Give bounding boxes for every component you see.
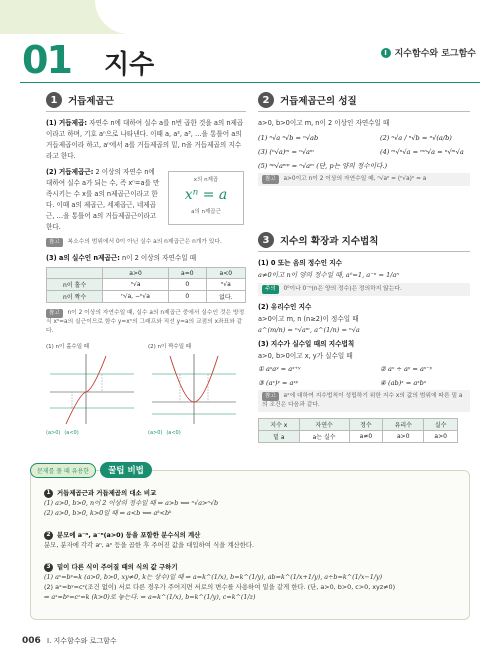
sec3-s1-note (258, 283, 470, 296)
section-1 (46, 92, 246, 436)
top-band-cutout (95, 0, 500, 34)
sec1-p2-label: (2) 거듭제곱근: (46, 168, 94, 176)
sec3-law-3: ③ (aˣ)ʸ = aˣʸ (258, 379, 299, 387)
tip-3-line-2: (2) aˣ=bʸ=cᶻ(조건 없이) 서로 다른 경우가 주어지면 서로의 변수를 사용하여 밑을 같게 한다. (단, a>0, b>0, c>0, xyz≠0) (44, 583, 396, 591)
sec1-note2 (46, 309, 246, 336)
sec3-s1-heading: (1) 0 또는 음의 정수인 지수 (258, 259, 343, 267)
section-1-number: 1 (46, 92, 62, 108)
sec1-note (46, 238, 246, 247)
graph-even-label: (2) n이 짝수일 때 (148, 344, 192, 350)
sec1-real-root-paragraph (46, 253, 246, 264)
graph-odd-label: (1) n이 홀수일 때 (46, 344, 90, 350)
table-row (259, 431, 458, 443)
sec3-s3-text: a>0, b>0이고 x, y가 실수일 때 (258, 352, 353, 360)
sec1-note2-tag: 참고 (46, 309, 63, 318)
graph-even (148, 342, 240, 436)
graph-even-neg: (a<0) (166, 430, 181, 436)
tip-2-title: 분모에 a⁻ⁿ, a⁻ⁿ(a>0) 등을 포함한 분수식의 계산 (57, 531, 201, 539)
sec3-s2-text: a>0이고 m, n (n≥2)이 정수일 때 (258, 315, 359, 323)
sec1-p1-label: (1) 거듭제곱: (46, 119, 88, 127)
sec3-s2-heading: (2) 유리수인 지수 (258, 303, 312, 311)
graph-odd-neg: (a<0) (64, 430, 79, 436)
graph-even-pos: (a>0) (148, 430, 163, 436)
sec2-item-5: (5) ⁿᵖ√aᵐᵖ = ⁿ√aᵐ (단, p는 양의 정수이다.) (258, 162, 388, 170)
tip-1-title: 거듭제곱근과 거듭제곱의 대소 비교 (57, 489, 157, 497)
sec3-note-tag: 참고 (262, 392, 279, 401)
chapter-number: 01 (22, 38, 71, 82)
tip-3-line-3: ⇒ aˣ=bʸ=cᶻ=k (k>0)로 놓는다. ⇒ a=k^(1/x), b=k^(1/y), c=k^(1/z) (44, 593, 256, 601)
sec2-row-2 (258, 145, 470, 159)
section-3-title: 지수의 확장과 지수법칙 (280, 236, 379, 247)
crumb-badge: I (381, 48, 391, 58)
table-header-cell: 실수 (424, 419, 458, 431)
sec3-laws-row-1 (258, 362, 470, 376)
tip-1-line-1: (1) a>0, b>0, n이 2 이상의 정수일 때 ⇒ a>b ⟺ ⁿ√a>ⁿ√b (44, 499, 219, 507)
graph-odd-pos: (a>0) (46, 430, 61, 436)
sec3-base-table (258, 418, 458, 443)
sec1-note2-text: n이 2 이상의 자연수일 때, 실수 a의 n제곱근 중에서 실수인 것은 방정식 xⁿ=a의 실근이므로 함수 y=xⁿ의 그래프와 직선 y=a의 교점의 x좌표와 같다. (46, 310, 245, 334)
sec3-s2-label (258, 302, 470, 313)
table-cell: ⁿ√a, −ⁿ√a (103, 291, 169, 303)
breadcrumb (381, 46, 476, 59)
tip-3-title: 밑이 다른 식이 주어질 때의 식의 값 구하기 (57, 563, 178, 571)
tip-3-title-row (44, 562, 464, 572)
footer-text: I. 지수함수와 로그함수 (47, 637, 117, 645)
sec1-p2-text: 2 이상의 자연수 n에 대하여 실수 a가 되는 수, 즉 xⁿ=a를 만족시키는 수 x를 a의 n제곱근이라고 한다. 이때 a의 제곱근, 세제곱근, 네제곱근, …을 통틀어 a의 거듭제곱근이라고 한다. (46, 168, 160, 231)
page-number: 006 (22, 636, 41, 646)
sec1-p3-label: (3) a의 실수인 n제곱근: (46, 254, 120, 262)
sec1-graphs (46, 342, 246, 436)
table-cell: ⁿ√a (206, 279, 245, 291)
sec1-formula-box (168, 171, 244, 225)
sec3-s2-equation: a^(m/n) = ⁿ√aᵐ, a^(1/n) = ⁿ√a (258, 326, 360, 334)
graph-odd (46, 342, 138, 436)
graph-even-plot (148, 352, 240, 426)
table-header-cell: 지수 x (259, 419, 300, 431)
formula-box-equation: xⁿ = a (184, 187, 228, 203)
tip-1-number: 1 (44, 489, 53, 498)
section-3 (258, 232, 470, 443)
graph-even-conditions (148, 430, 240, 436)
sec1-root-table (46, 267, 246, 303)
table-cell: n이 짝수 (47, 291, 103, 303)
table-header-row (47, 268, 246, 279)
sec3-laws-row-2 (258, 376, 470, 390)
table-header-cell: a=0 (168, 268, 206, 279)
tips-header (30, 462, 152, 478)
sec2-item-4: (4) ᵐ√ⁿ√a = ᵐⁿ√a = ⁿ√ᵐ√a (380, 148, 464, 156)
graph-odd-conditions (46, 430, 138, 436)
section-3-header (258, 232, 470, 252)
sec1-note-text: 복소수의 범위에서 0이 아닌 실수 a의 n제곱근은 n개가 있다. (67, 239, 222, 245)
sec1-power-paragraph (46, 118, 246, 162)
sec1-note-tag: 참고 (46, 238, 63, 247)
table-cell: ⁿ√a (103, 279, 169, 291)
sec3-law-2: ② aˣ ÷ aʸ = aˣ⁻ʸ (380, 365, 433, 373)
formula-box-bottom: a의 n제곱근 (191, 209, 221, 215)
tip-2-number: 2 (44, 531, 53, 540)
table-row (47, 291, 246, 303)
section-2 (258, 92, 470, 192)
table-cell: 0 (168, 279, 206, 291)
tip-1-line-2: (2) a>0, b>0, k>0일 때 ⇒ a<b ⟺ aᵏ<bᵏ (44, 509, 172, 517)
page-footer (22, 636, 117, 646)
table-header-row (259, 419, 458, 431)
tip-item-3 (44, 562, 464, 602)
sec3-s1-note-text: 0⁰이나 0⁻ⁿ(n은 양의 정수)은 정의하지 않는다. (283, 286, 402, 292)
tips-tab-title: 꿀팁 비법 (100, 462, 152, 478)
formula-box-top: x의 n제곱 (193, 177, 219, 183)
table-cell: 0 (168, 291, 206, 303)
sec2-note (258, 173, 470, 186)
table-cell: n이 홀수 (47, 279, 103, 291)
table-row (47, 279, 246, 291)
sec2-intro: a>0, b>0이고 m, n이 2 이상인 자연수일 때 (258, 119, 390, 127)
sec1-p1-text: 자연수 n에 대하여 실수 a를 n번 곱한 것을 a의 n제곱이라고 하며, 기호 aⁿ으로 나타낸다. 이때 a, a², a³, …을 통틀어 a의 거듭제곱이라 하고, aⁿ에서 a를 거듭제곱의 밑, n을 거듭제곱의 지수라고 한다. (46, 119, 244, 160)
sec3-law-1: ① aˣaʸ = aˣ⁺ʸ (258, 365, 301, 373)
chapter-divider (20, 82, 480, 83)
tip-2-title-row (44, 530, 464, 540)
sec3-s3-heading: (3) 지수가 실수일 때의 지수법칙 (258, 340, 355, 348)
tip-3-line-1: (1) aˣ=bʸ=k (a>0, b>0, xy≠0, k는 상수)일 때 ⇒ a=k^(1/x), b=k^(1/y), ab=k^(1/x+1/y), a÷b=k^(1/x−1/y) (44, 573, 383, 581)
sec2-note-text: a>0이고 n이 2 이상의 자연수일 때, ⁿ√aⁿ = (ⁿ√a)ⁿ = a (283, 176, 427, 182)
section-3-number: 3 (258, 232, 274, 248)
sec3-s1-note-tag: 주의 (262, 285, 279, 294)
tip-1-title-row (44, 488, 464, 498)
table-cell: a>0 (383, 431, 424, 443)
table-header-cell: 정수 (349, 419, 383, 431)
sec1-root-paragraph (46, 167, 162, 233)
sec2-item-2: (2) ⁿ√a / ⁿ√b = ⁿ√(a/b) (380, 134, 452, 142)
sec2-note-tag: 참고 (262, 175, 279, 184)
tip-item-1 (44, 488, 464, 518)
table-header-cell: a<0 (206, 268, 245, 279)
sec2-row-3 (258, 159, 470, 173)
sec2-item-1: (1) ⁿ√a ⁿ√b = ⁿ√ab (258, 134, 319, 142)
sec2-item-3: (3) (ⁿ√a)ᵐ = ⁿ√aᵐ (258, 148, 314, 156)
section-2-number: 2 (258, 92, 274, 108)
table-cell: 밑 a (259, 431, 300, 443)
table-header-cell: 자연수 (299, 419, 349, 431)
sec3-note (258, 390, 470, 412)
section-1-title: 거듭제곱근 (68, 96, 114, 107)
sec2-row-1 (258, 131, 470, 145)
sec3-s3-label (258, 339, 470, 350)
table-cell: a는 실수 (299, 431, 349, 443)
crumb-text: 지수함수와 로그함수 (394, 49, 476, 59)
table-cell: 없다. (206, 291, 245, 303)
section-2-title: 거듭제곱근의 성질 (280, 96, 357, 107)
sec3-s1-label (258, 258, 470, 269)
section-2-header (258, 92, 470, 112)
section-1-header (46, 92, 246, 112)
sec3-s1-text: a≠0이고 n이 양의 정수일 때, a⁰=1, a⁻ⁿ = 1/aⁿ (258, 271, 400, 279)
tip-2-line-1: 분모, 분자에 각각 aⁿ, aⁿ 등을 곱한 후 주어진 값을 대입하여 식을 계산한다. (44, 541, 255, 549)
table-header-cell: a>0 (103, 268, 169, 279)
chapter-title: 지수 (104, 50, 155, 80)
sec3-law-4: ④ (ab)ˣ = aˣbˣ (380, 379, 427, 387)
table-header-cell: 유리수 (383, 419, 424, 431)
sec1-root-block (46, 167, 246, 238)
sec1-p3-text: n이 2 이상의 자연수일 때 (121, 254, 197, 262)
tips-tab-subtitle: 문제를 풀 때 유용한 (30, 463, 96, 478)
tip-item-2 (44, 530, 464, 550)
table-cell: a>0 (424, 431, 458, 443)
sec3-note-text: aˣ에 대하여 지수법칙이 성립하기 위한 지수 x의 값의 범위에 따른 밑 a의 조건은 다음과 같다. (262, 393, 463, 408)
table-cell: a≠0 (349, 431, 383, 443)
tip-3-number: 3 (44, 563, 53, 572)
graph-odd-plot (46, 352, 138, 426)
table-header-cell (47, 268, 103, 279)
